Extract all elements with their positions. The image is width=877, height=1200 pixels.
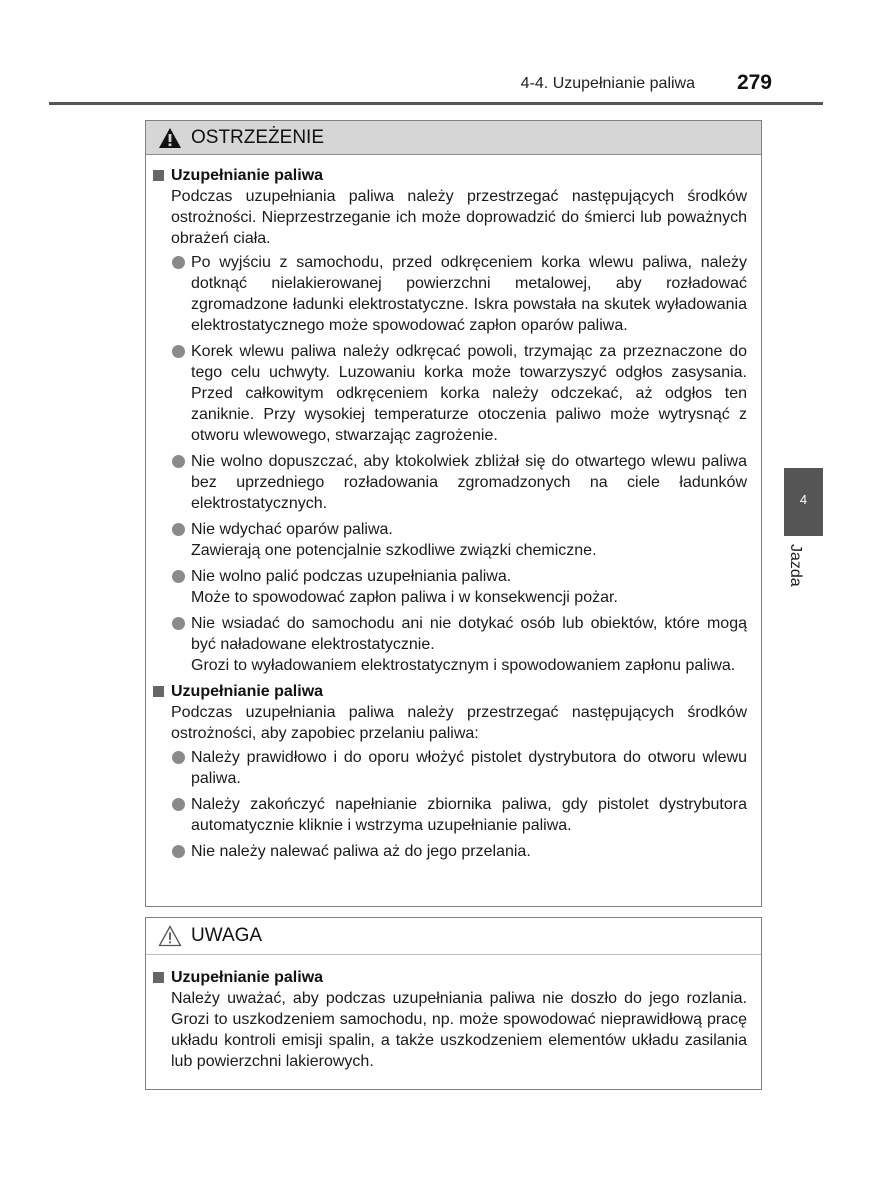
section-heading-text: Uzupełnianie paliwa — [171, 167, 324, 184]
section-heading — [153, 967, 747, 988]
chapter-tab — [784, 468, 823, 536]
section-heading — [153, 165, 747, 186]
round-bullet-icon — [172, 256, 185, 269]
chapter-number: 4 — [799, 492, 808, 507]
round-bullet-icon — [172, 570, 185, 583]
section-heading — [153, 681, 747, 702]
warning-header — [146, 121, 761, 155]
square-bullet-icon — [153, 972, 164, 983]
list-item-text: Należy prawidłowo i do oporu włożyć pistolet dystrybutora do otworu wlewu paliwa. — [191, 749, 747, 787]
round-bullet-icon — [172, 845, 185, 858]
notice-title: UWAGA — [191, 925, 263, 946]
section-heading-text: Uzupełnianie paliwa — [171, 969, 324, 986]
list-item-text: Może to spowodować zapłon paliwa i w konsekwencji pożar. — [191, 589, 618, 606]
caution-triangle-icon — [158, 925, 182, 947]
list-item-text: Nie wsiadać do samochodu ani nie dotykać osób lub obiektów, które mogą być naładowane elektrostatycznie. — [191, 615, 747, 653]
round-bullet-icon — [172, 798, 185, 811]
section-intro: Podczas uzupełniania paliwa należy przestrzegać następujących środków ostrożności, aby zapobiec przelaniu paliwa: — [171, 704, 747, 742]
list-item — [153, 747, 747, 789]
round-bullet-icon — [172, 455, 185, 468]
round-bullet-icon — [172, 617, 185, 630]
bullet-list — [153, 747, 747, 862]
chapter-label-text: Jazda — [787, 544, 804, 587]
list-item-text: Nie wolno dopuszczać, aby ktokolwiek zbliżał się do otwartego wlewu paliwa bez uprzedniego rozładowania zgromadzonych na ciele ładunków elektrostatycznych. — [191, 453, 747, 512]
notice-header — [146, 918, 761, 955]
notice-text: Należy uważać, aby podczas uzupełniania paliwa nie doszło do jego rozlania. Grozi to uszkodzeniem samochodu, np. może spowodować nieprawidłową pracę układu kontroli emisji spalin, a także uszkodzeniem elementów układu zasilania lub powierzchni lakierowych. — [171, 990, 747, 1070]
chapter-label — [780, 544, 828, 604]
warning-triangle-icon — [158, 127, 182, 149]
list-item — [153, 341, 747, 446]
list-item — [153, 794, 747, 836]
square-bullet-icon — [153, 170, 164, 181]
list-item-text: Nie wdychać oparów paliwa. — [191, 521, 393, 538]
warning-content — [146, 155, 761, 862]
section-intro: Podczas uzupełniania paliwa należy przestrzegać następujących środków ostrożności. Nieprzestrzeganie ich może doprowadzić do śmierci lub poważnych obrażeń ciała. — [171, 188, 747, 247]
list-item-text: Zawierają one potencjalnie szkodliwe związki chemiczne. — [191, 542, 597, 559]
list-item-text: Po wyjściu z samochodu, przed odkręceniem korka wlewu paliwa, należy dotknąć nielakierowanej powierzchni metalowej, aby rozładować zgromadzone ładunki elektrostatyczne. Iskra powstała na skutek wyładowania elektrostatycznego może spowodować zapłon oparów paliwa. — [191, 254, 747, 334]
list-item-text: Nie wolno palić podczas uzupełniania paliwa. — [191, 568, 512, 585]
round-bullet-icon — [172, 523, 185, 536]
warning-title: OSTRZEŻENIE — [191, 126, 325, 148]
list-item — [153, 566, 747, 608]
notice-box — [145, 917, 762, 1090]
bullet-list — [153, 252, 747, 676]
warning-box — [145, 120, 762, 907]
notice-content — [146, 955, 761, 1072]
list-item — [153, 519, 747, 561]
list-item-text: Grozi to wyładowaniem elektrostatycznym i spowodowaniem zapłonu paliwa. — [191, 657, 736, 674]
list-item — [153, 451, 747, 514]
square-bullet-icon — [153, 686, 164, 697]
list-item-text: Należy zakończyć napełnianie zbiornika paliwa, gdy pistolet dystrybutora automatycznie kliknie i wstrzyma uzupełnianie paliwa. — [191, 796, 747, 834]
list-item — [153, 613, 747, 676]
running-header-title: 4-4. Uzupełnianie paliwa — [520, 75, 695, 92]
page-number: 279 — [736, 71, 772, 94]
section-heading-text: Uzupełnianie paliwa — [171, 683, 324, 700]
header-rule — [49, 102, 823, 105]
round-bullet-icon — [172, 345, 185, 358]
list-item — [153, 841, 747, 862]
list-item-text: Korek wlewu paliwa należy odkręcać powoli, trzymając za przeznaczone do tego celu uchwyty. Luzowaniu korka może towarzyszyć odgłos zasysania. Przed całkowitym odkręceniem korka należy odczekać, aż odgłos ten zaniknie. Przy wysokiej temperaturze otoczenia paliwo może wytrysnąć z otworu wlewowego, stwarzając zagrożenie. — [191, 343, 747, 444]
list-item — [153, 252, 747, 336]
list-item-text: Nie należy nalewać paliwa aż do jego przelania. — [191, 843, 531, 860]
round-bullet-icon — [172, 751, 185, 764]
